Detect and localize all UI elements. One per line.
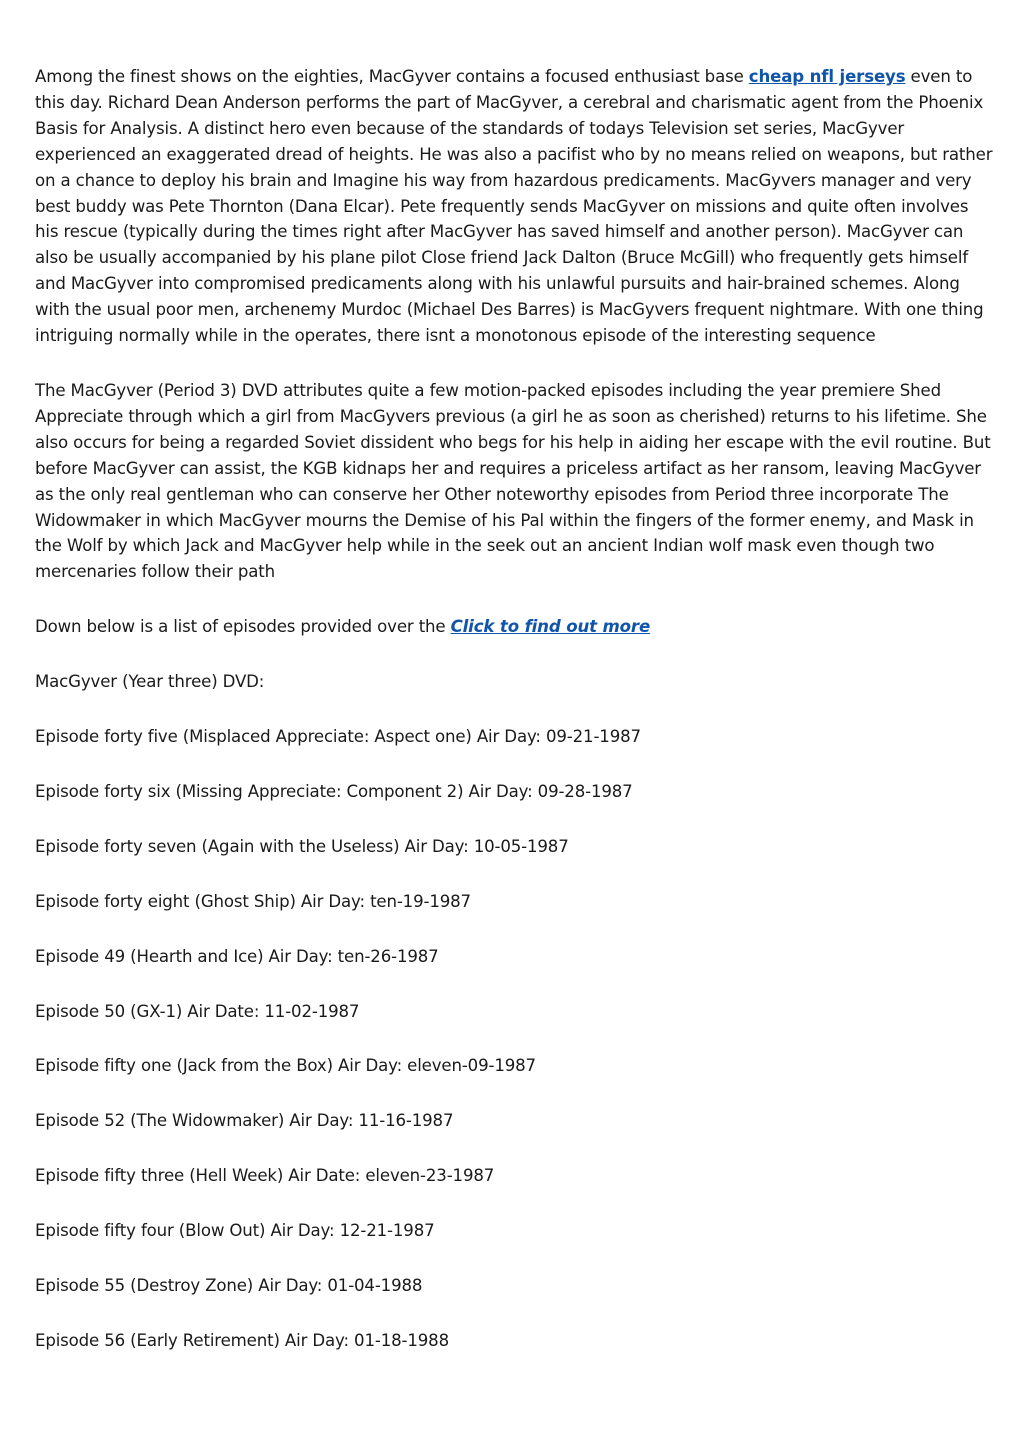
intro-paragraph: [35, 64, 995, 349]
dvd-heading: MacGyver (Year three) DVD:: [35, 672, 265, 692]
episode-line: Episode fifty one (Jack from the Box) Air Day: eleven-09-1987: [35, 1056, 536, 1076]
find-out-more-link[interactable]: Click to find out more: [450, 617, 651, 637]
episode-line: Episode 55 (Destroy Zone) Air Day: 01-04-1988: [35, 1276, 423, 1296]
episode-line: Episode 50 (GX-1) Air Date: 11-02-1987: [35, 1001, 360, 1021]
episode-list-intro: [35, 614, 995, 640]
episode-list-intro-text: Down below is a list of episodes provided over the: [35, 617, 451, 637]
episode-line: Episode forty seven (Again with the Useless) Air Day: 10-05-1987: [35, 836, 569, 856]
episode-line: Episode 49 (Hearth and Ice) Air Day: ten-26-1987: [35, 946, 439, 966]
episode-line: Episode fifty three (Hell Week) Air Date: eleven-23-1987: [35, 1166, 495, 1186]
episode-line: Episode fifty four (Blow Out) Air Day: 12-21-1987: [35, 1221, 435, 1241]
intro-text-start: Among the finest shows on the eighties, MacGyver contains a focused enthusiast base: [35, 67, 749, 86]
intro-text-end: even to this day. Richard Dean Anderson performs the part of MacGyver, a cerebral and charismatic agent from the Phoenix Basis for Analysis. A distinct hero even because of the standards of todays Television set series, MacGyver experienced an exaggerated dread of heights. He was also a pacifist who by no means relied on weapons, but rather on a chance to deploy his brain and Imagine his way from hazardous predicaments. MacGyvers manager and very best buddy was Pete Thornton (Dana Elcar). Pete frequently sends MacGyver on missions and quite often involves his rescue (typically during the times right after MacGyver has saved himself and another person). MacGyver can also be usually accompanied by his plane pilot Close friend Jack Dalton (Bruce McGill) who frequently gets himself and MacGyver into compromised predicaments along with his unlawful pursuits and hair-brained schemes. Along with the usual poor men, archenemy Murdoc (Michael Des Barres) is MacGyvers frequent nightmare. With one thing intriguing normally while in the operates, there isnt a monotonous episode of the interesting sequence: [35, 67, 993, 346]
episode-line: Episode forty six (Missing Appreciate: Component 2) Air Day: 09-28-1987: [35, 781, 633, 801]
episode-line: Episode 52 (The Widowmaker) Air Day: 11-16-1987: [35, 1111, 454, 1131]
episode-line: Episode forty eight (Ghost Ship) Air Day: ten-19-1987: [35, 891, 471, 911]
episode-line: Episode forty five (Misplaced Appreciate: Aspect one) Air Day: 09-21-1987: [35, 727, 641, 747]
cheap-nfl-jerseys-link[interactable]: cheap nfl jerseys: [748, 67, 906, 86]
episode-line: Episode 56 (Early Retirement) Air Day: 01-18-1988: [35, 1331, 449, 1350]
document-body: [35, 64, 995, 1354]
season-description-paragraph: The MacGyver (Period 3) DVD attributes quite a few motion-packed episodes including the year premiere Shed Appreciate through which a girl from MacGyvers previous (a girl he as soon as cherished) returns to his lifetime. She also occurs for being a regarded Soviet dissident who begs for his help in aiding her escape with the evil routine. But before MacGyver can assist, the KGB kidnaps her and requires a priceless artifact as her ransom, leaving MacGyver as the only real gentleman who can conserve her Other noteworthy episodes from Period three incorporate The Widowmaker in which MacGyver mourns the Demise of his Pal within the fingers of the former enemy, and Mask in the Wolf by which Jack and MacGyver help while in the seek out an ancient Indian wolf mask even though two mercenaries follow their path: [35, 380, 991, 582]
